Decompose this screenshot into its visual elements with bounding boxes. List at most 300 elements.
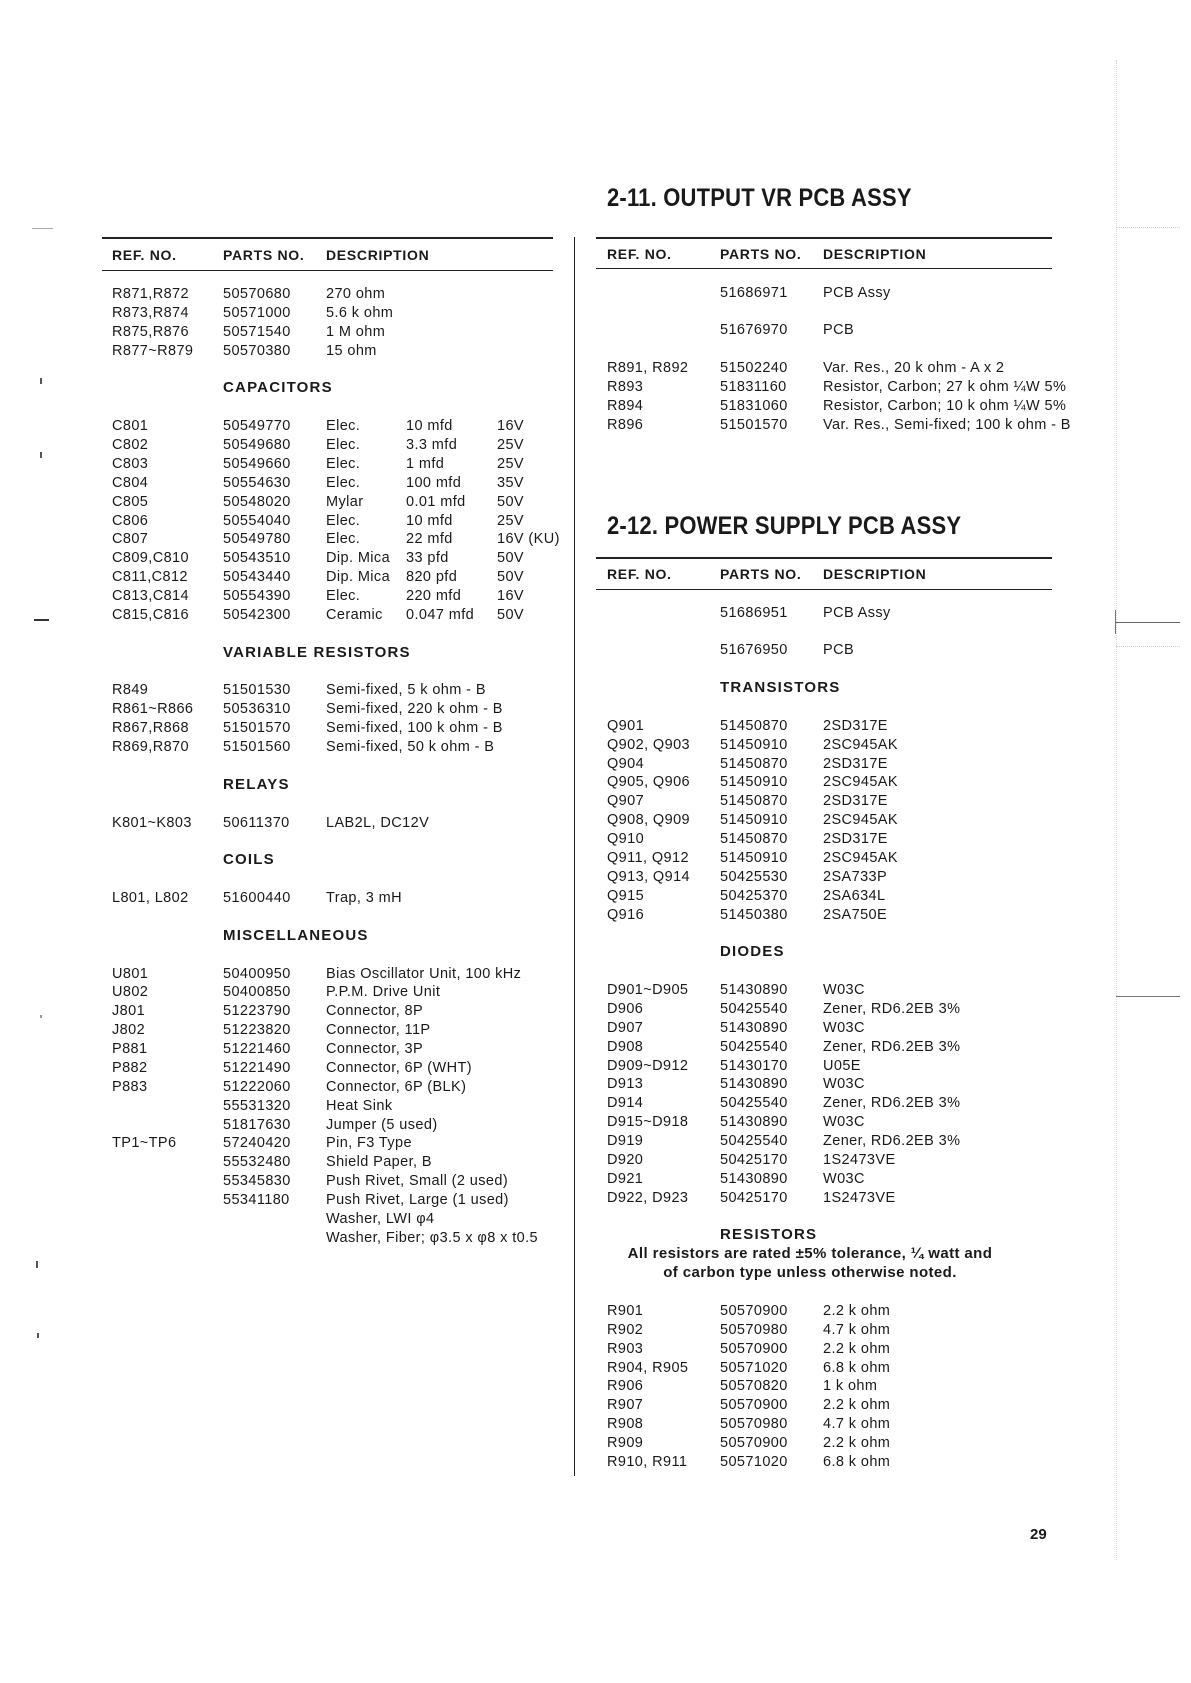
voltage-rating: 16V — [497, 418, 524, 435]
ref-no: Q905, Q906 — [607, 774, 690, 791]
part-no: 57240420 — [223, 1135, 291, 1152]
ref-no: R903 — [607, 1340, 644, 1357]
description: 2SC945AK — [823, 736, 898, 753]
parts-row — [0, 641, 1191, 660]
parts-row — [0, 1453, 1191, 1472]
description: Elec. — [326, 588, 361, 604]
part-no: 50425370 — [720, 887, 788, 904]
ref-no: R893 — [607, 378, 644, 395]
description: Semi-fixed, 100 k ohm - B — [326, 720, 503, 737]
description: 2SC945AK — [823, 812, 898, 829]
s211-header-ref-no: REF. NO. — [607, 246, 672, 262]
description: 2SC945AK — [823, 849, 898, 866]
parts-row — [0, 736, 1191, 755]
description: Zener, RD6.2EB 3% — [823, 1000, 961, 1017]
voltage-rating: 50V — [497, 550, 524, 567]
section-heading: COILS — [223, 851, 275, 869]
s211-header-description: DESCRIPTION — [823, 246, 927, 262]
part-no: 50570980 — [720, 1416, 788, 1433]
section-note: All resistors are rated ±5% tolerance, ¼ watt and — [627, 1245, 993, 1263]
part-no: 50536310 — [223, 701, 291, 718]
part-no: 51221460 — [223, 1041, 291, 1057]
parts-row — [0, 1396, 1191, 1415]
parts-row — [0, 981, 1191, 1000]
part-no: 51223820 — [223, 1022, 291, 1039]
description: Connector, 3P — [326, 1041, 424, 1057]
parts-row — [0, 1113, 1191, 1132]
ref-no: C805 — [112, 493, 149, 510]
part-no: 50549780 — [223, 531, 291, 548]
scan-mark — [1115, 610, 1116, 634]
part-no: 50425170 — [720, 1151, 788, 1168]
ref-no: R908 — [607, 1416, 644, 1433]
ref-no: C813,C814 — [112, 588, 189, 604]
part-no: 50400850 — [223, 984, 291, 1001]
part-no: 50425540 — [720, 1095, 788, 1112]
parts-section — [0, 604, 1191, 623]
scan-mark — [37, 1333, 39, 1338]
section-2-11-parts-list — [0, 284, 1191, 435]
ref-no: C815,C816 — [112, 606, 189, 623]
s211-header-parts-no: PARTS NO. — [720, 246, 802, 262]
part-no: 50571540 — [223, 323, 291, 340]
part-no: 51502240 — [720, 360, 788, 376]
parts-section — [0, 284, 1191, 303]
part-no: 51831060 — [720, 397, 788, 414]
left-header-parts-no: PARTS NO. — [223, 247, 305, 263]
parts-row — [0, 717, 1191, 736]
scan-mark — [1116, 996, 1180, 997]
description: 2SA634L — [823, 887, 886, 904]
part-no: 51450870 — [720, 755, 788, 772]
ref-no: R871,R872 — [112, 286, 189, 302]
part-no: 50571000 — [223, 304, 291, 321]
capacitance-value: 3.3 mfd — [406, 437, 458, 453]
description: Washer, Fiber; φ3.5 x φ8 x t0.5 — [326, 1229, 538, 1246]
voltage-rating: 16V — [497, 588, 524, 604]
part-no: 50425540 — [720, 1038, 788, 1055]
parts-row — [0, 830, 1191, 849]
capacitance-value: 1 mfd — [406, 455, 445, 472]
parts-row — [0, 906, 1191, 925]
part-no: 51600440 — [223, 890, 291, 906]
ref-no: D913 — [607, 1076, 644, 1093]
section-heading: MISCELLANEOUS — [223, 926, 369, 944]
description: W03C — [823, 1170, 865, 1187]
parts-row — [0, 397, 1191, 416]
voltage-rating: 25V — [497, 437, 524, 453]
part-no: 51221490 — [223, 1059, 291, 1076]
description: 6.8 k ohm — [823, 1359, 891, 1376]
ref-no: R873,R874 — [112, 304, 189, 321]
part-no: 50400950 — [223, 965, 291, 982]
scan-mark — [1116, 622, 1180, 623]
parts-row — [0, 512, 1191, 531]
parts-row — [0, 284, 1191, 303]
part-no: 51686971 — [720, 284, 788, 301]
ref-no: R849 — [112, 682, 149, 699]
ref-no: R901 — [607, 1302, 644, 1319]
description: Bias Oscillator Unit, 100 kHz — [326, 965, 522, 982]
description: Resistor, Carbon; 27 k ohm ¼W 5% — [823, 378, 1067, 395]
parts-row — [0, 811, 1191, 830]
part-no: 50549770 — [223, 418, 291, 435]
description: Washer, LWI φ4 — [326, 1210, 435, 1227]
ref-no: D915~D918 — [607, 1114, 689, 1131]
s212-header-ref-no: REF. NO. — [607, 566, 672, 582]
ref-no: C802 — [112, 437, 149, 453]
capacitance-value: 33 pfd — [406, 550, 449, 567]
parts-row — [0, 1038, 1191, 1057]
description: Dip. Mica — [326, 569, 391, 586]
description: Elec. — [326, 531, 361, 548]
left-table-header-rule — [102, 270, 553, 271]
section-heading-block — [0, 679, 1191, 698]
part-no: 51686951 — [720, 604, 788, 621]
capacitance-value: 10 mfd — [406, 418, 453, 435]
part-no: 50570680 — [223, 286, 291, 302]
section-2-12-parts-list — [0, 604, 1191, 1472]
parts-row — [0, 1415, 1191, 1434]
parts-row — [0, 568, 1191, 587]
part-no: 50425540 — [720, 1000, 788, 1017]
part-no: 55531320 — [223, 1097, 291, 1114]
description: 1 k ohm — [823, 1378, 878, 1395]
description: 2SA733P — [823, 868, 888, 885]
section-heading: TRANSISTORS — [720, 679, 841, 696]
parts-row — [0, 1359, 1191, 1378]
description: 5.6 k ohm — [326, 304, 394, 321]
part-no: 51501560 — [223, 739, 291, 755]
ref-no: C809,C810 — [112, 550, 189, 567]
ref-no: D919 — [607, 1133, 644, 1149]
ref-no: C807 — [112, 531, 149, 548]
scan-mark — [34, 619, 49, 621]
description: 2SD317E — [823, 831, 888, 847]
ref-no: R894 — [607, 397, 644, 414]
description: 6.8 k ohm — [823, 1453, 891, 1470]
part-no: 50570900 — [720, 1302, 788, 1319]
part-no: 50554390 — [223, 588, 291, 604]
ref-no: C801 — [112, 418, 149, 435]
part-no: 51450910 — [720, 736, 788, 753]
capacitance-value: 10 mfd — [406, 512, 453, 529]
part-no: 51430890 — [720, 1114, 788, 1131]
part-no: 50548020 — [223, 493, 291, 510]
part-no: 51676970 — [720, 322, 788, 339]
parts-row — [0, 1189, 1191, 1208]
part-no: 51430170 — [720, 1057, 788, 1074]
ref-no: Q908, Q909 — [607, 812, 690, 829]
parts-row — [0, 416, 1191, 435]
parts-row — [0, 604, 1191, 623]
capacitance-value: 820 pfd — [406, 569, 458, 586]
description: Connector, 6P (BLK) — [326, 1078, 467, 1095]
part-no: 50425530 — [720, 868, 788, 885]
voltage-rating: 50V — [497, 493, 524, 510]
description: PCB Assy — [823, 284, 891, 301]
page-number: 29 — [1030, 1526, 1047, 1543]
parts-section — [0, 943, 1191, 1207]
description: Connector, 11P — [326, 1022, 431, 1039]
part-no: 51501570 — [720, 416, 788, 433]
parts-row — [0, 1170, 1191, 1189]
s212-header-parts-no: PARTS NO. — [720, 566, 802, 582]
description: Connector, 8P — [326, 1003, 424, 1020]
description: 2.2 k ohm — [823, 1302, 891, 1319]
description: Ceramic — [326, 606, 383, 623]
parts-row — [0, 321, 1191, 340]
ref-no: R910, R911 — [607, 1453, 688, 1470]
ref-no: P883 — [112, 1078, 148, 1095]
part-no: 50425170 — [720, 1189, 788, 1206]
description: Shield Paper, B — [326, 1154, 432, 1171]
description: Jumper (5 used) — [326, 1116, 438, 1133]
parts-row — [0, 436, 1191, 455]
ref-no: U801 — [112, 965, 149, 982]
description: Dip. Mica — [326, 550, 391, 567]
description: Semi-fixed, 5 k ohm - B — [326, 682, 486, 699]
parts-row — [0, 1151, 1191, 1170]
part-no: 50543510 — [223, 550, 291, 567]
description: 1S2473VE — [823, 1151, 896, 1168]
ref-no: R909 — [607, 1435, 644, 1451]
ref-no: L801, L802 — [112, 890, 189, 906]
section-2-12-header-rule — [596, 589, 1052, 590]
part-no: 51817630 — [223, 1116, 291, 1133]
parts-row — [0, 474, 1191, 493]
description: Var. Res., Semi-fixed; 100 k ohm - B — [823, 416, 1071, 433]
description: LAB2L, DC12V — [326, 814, 430, 831]
ref-no: K801~K803 — [112, 814, 192, 831]
part-no: 51676950 — [720, 642, 788, 659]
ref-no: D908 — [607, 1038, 644, 1055]
description: 2.2 k ohm — [823, 1397, 891, 1414]
part-no: 55532480 — [223, 1154, 291, 1171]
parts-row — [0, 549, 1191, 568]
part-no: 51450910 — [720, 812, 788, 829]
description: Trap, 3 mH — [326, 890, 402, 906]
ref-no: D909~D912 — [607, 1057, 689, 1074]
description: W03C — [823, 982, 865, 998]
description: Semi-fixed, 50 k ohm - B — [326, 739, 495, 755]
parts-section — [0, 679, 1191, 924]
ref-no: Q915 — [607, 887, 645, 904]
section-heading-block — [0, 943, 1191, 962]
ref-no: D920 — [607, 1151, 644, 1168]
description: 2SD317E — [823, 717, 888, 734]
part-no: 51430890 — [720, 982, 788, 998]
description: Elec. — [326, 512, 361, 529]
part-no: 51222060 — [223, 1078, 291, 1095]
section-heading: RESISTORS — [720, 1226, 818, 1244]
scan-mark — [40, 378, 42, 384]
scan-mark — [40, 1015, 42, 1018]
part-no: 50549660 — [223, 455, 291, 472]
description: 2SC945AK — [823, 774, 898, 791]
scan-mark — [40, 452, 42, 458]
part-no: 50570900 — [720, 1435, 788, 1451]
part-no: 50570900 — [720, 1397, 788, 1414]
voltage-rating: 50V — [497, 606, 524, 623]
part-no: 50571020 — [720, 1453, 788, 1470]
description: 1S2473VE — [823, 1189, 896, 1206]
section-title-2-11: 2-11. OUTPUT VR PCB ASSY — [607, 183, 912, 212]
description: 4.7 k ohm — [823, 1416, 891, 1433]
description: Zener, RD6.2EB 3% — [823, 1095, 961, 1112]
description: Var. Res., 20 k ohm - A x 2 — [823, 360, 1005, 376]
parts-row — [0, 1377, 1191, 1396]
parts-row — [0, 359, 1191, 378]
section-2-11-header-rule — [596, 268, 1052, 269]
description: Mylar — [326, 493, 364, 510]
description: Elec. — [326, 437, 361, 453]
parts-section — [0, 641, 1191, 660]
ref-no: R875,R876 — [112, 323, 189, 340]
ref-no: R896 — [607, 416, 644, 433]
ref-no: Q904 — [607, 755, 645, 772]
ref-no: D922, D923 — [607, 1189, 689, 1206]
ref-no: P881 — [112, 1041, 148, 1057]
parts-row — [0, 773, 1191, 792]
ref-no: C806 — [112, 512, 149, 529]
ref-no: Q901 — [607, 717, 645, 734]
section-heading: RELAYS — [223, 775, 290, 793]
ref-no: D906 — [607, 1000, 644, 1017]
parts-row — [0, 1302, 1191, 1321]
description: W03C — [823, 1076, 865, 1093]
ref-no: D914 — [607, 1095, 644, 1112]
ref-no: P882 — [112, 1059, 148, 1076]
scan-mark — [32, 228, 53, 229]
description: 2SD317E — [823, 755, 888, 772]
part-no: 50549680 — [223, 437, 291, 453]
description: Elec. — [326, 474, 361, 491]
scan-edge-line — [1116, 646, 1180, 647]
description: 4.7 k ohm — [823, 1321, 891, 1338]
ref-no: J801 — [112, 1003, 146, 1020]
description: PCB Assy — [823, 604, 891, 621]
ref-no: Q902, Q903 — [607, 736, 690, 753]
section-note: of carbon type unless otherwise noted. — [663, 1264, 957, 1282]
description: Push Rivet, Small (2 used) — [326, 1173, 509, 1190]
description: P.P.M. Drive Unit — [326, 984, 441, 1001]
part-no: 51450910 — [720, 774, 788, 791]
description: 2SA750E — [823, 906, 888, 923]
parts-row — [0, 1340, 1191, 1359]
ref-no: Q913, Q914 — [607, 868, 690, 885]
capacitance-value: 0.047 mfd — [406, 606, 475, 623]
parts-section — [0, 1226, 1191, 1471]
capacitance-value: 0.01 mfd — [406, 493, 466, 510]
parts-row — [0, 1321, 1191, 1340]
parts-row — [0, 1094, 1191, 1113]
description: Zener, RD6.2EB 3% — [823, 1133, 961, 1149]
scan-edge-line — [1116, 227, 1180, 228]
part-no: 50611370 — [223, 814, 290, 831]
part-no: 51430890 — [720, 1076, 788, 1093]
ref-no: TP1~TP6 — [112, 1135, 177, 1152]
part-no: 50570820 — [720, 1378, 788, 1395]
ref-no: C811,C812 — [112, 569, 188, 586]
part-no: 50554630 — [223, 474, 291, 491]
ref-no: D901~D905 — [607, 982, 689, 998]
description: 2.2 k ohm — [823, 1435, 891, 1451]
s212-header-description: DESCRIPTION — [823, 566, 927, 582]
ref-no: C803 — [112, 455, 149, 472]
ref-no: D921 — [607, 1170, 644, 1187]
parts-row — [0, 1132, 1191, 1151]
ref-no: Q916 — [607, 906, 645, 923]
parts-row — [0, 868, 1191, 887]
part-no: 51450870 — [720, 831, 788, 847]
description: Zener, RD6.2EB 3% — [823, 1038, 961, 1055]
ref-no: D907 — [607, 1019, 644, 1036]
part-no: 50425540 — [720, 1133, 788, 1149]
voltage-rating: 25V — [497, 512, 524, 529]
ref-no: R861~R866 — [112, 701, 194, 718]
voltage-rating: 16V (KU) — [497, 531, 560, 548]
description: U05E — [823, 1057, 861, 1074]
parts-row — [0, 755, 1191, 774]
ref-no: Q907 — [607, 793, 645, 810]
scan-mark — [36, 1261, 38, 1268]
ref-no: U802 — [112, 984, 149, 1001]
capacitance-value: 100 mfd — [406, 474, 462, 491]
parts-row — [0, 455, 1191, 474]
parts-row — [0, 1019, 1191, 1038]
parts-row — [0, 1434, 1191, 1453]
scan-edge-line — [1116, 60, 1117, 1560]
description: 2.2 k ohm — [823, 1340, 891, 1357]
part-no: 51501530 — [223, 682, 291, 699]
ref-no: R877~R879 — [112, 342, 194, 359]
description: Pin, F3 Type — [326, 1135, 412, 1152]
parts-row — [0, 530, 1191, 549]
parts-row — [0, 1075, 1191, 1094]
description: Resistor, Carbon; 10 k ohm ¼W 5% — [823, 397, 1067, 414]
parts-section — [0, 321, 1191, 340]
part-no: 51450910 — [720, 849, 788, 866]
ref-no: Q910 — [607, 831, 645, 847]
parts-row — [0, 849, 1191, 868]
section-2-12-top-rule — [596, 557, 1052, 559]
part-no: 50554040 — [223, 512, 291, 529]
section-heading: CAPACITORS — [223, 379, 333, 397]
left-header-ref-no: REF. NO. — [112, 247, 177, 263]
ref-no: R904, R905 — [607, 1359, 689, 1376]
parts-section — [0, 359, 1191, 435]
part-no: 55341180 — [223, 1192, 290, 1208]
description: Elec. — [326, 418, 361, 435]
part-no: 51831160 — [720, 378, 787, 395]
section-title-2-12: 2-12. POWER SUPPLY PCB ASSY — [607, 511, 962, 540]
description: 15 ohm — [326, 342, 377, 359]
capacitance-value: 22 mfd — [406, 531, 453, 548]
description: Semi-fixed, 220 k ohm - B — [326, 701, 503, 718]
capacitance-value: 220 mfd — [406, 588, 462, 604]
description: PCB — [823, 642, 855, 659]
parts-row — [0, 792, 1191, 811]
part-no: 50571020 — [720, 1359, 788, 1376]
section-heading: VARIABLE RESISTORS — [223, 643, 411, 661]
parts-row — [0, 378, 1191, 397]
part-no: 51223790 — [223, 1003, 291, 1020]
part-no: 51501570 — [223, 720, 291, 737]
section-heading: DIODES — [720, 943, 785, 961]
section-heading-block — [0, 1226, 1191, 1283]
part-no: 55345830 — [223, 1173, 291, 1190]
